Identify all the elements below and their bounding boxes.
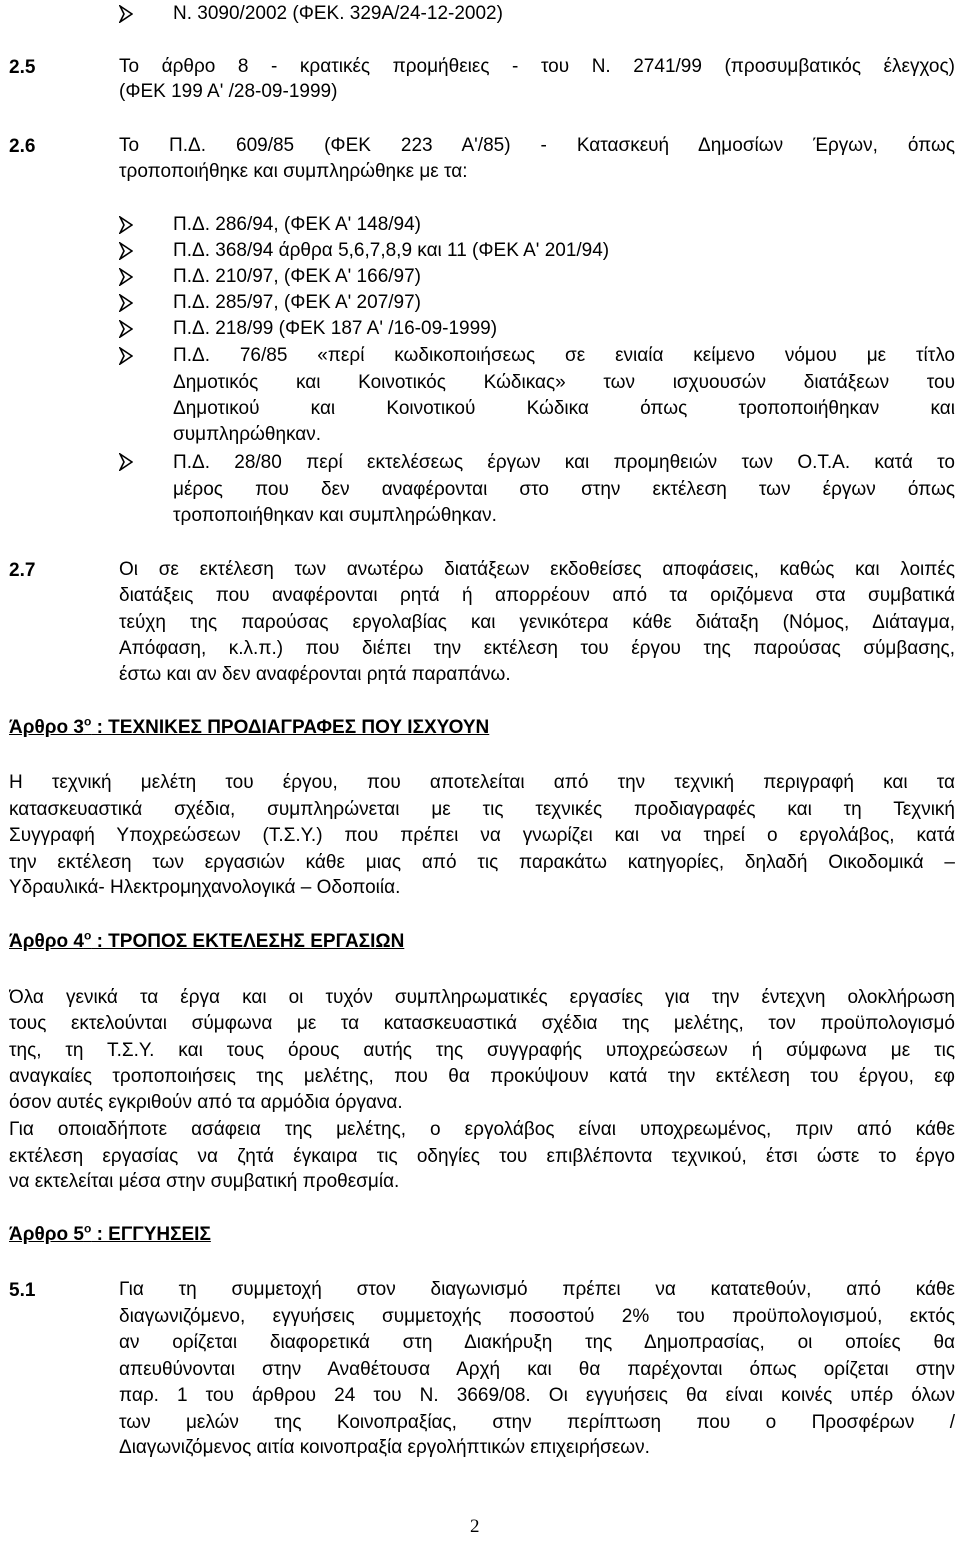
- list-item: Π.Δ. 368/94 άρθρα 5,6,7,8,9 και 11 (ΦΕΚ Α' 201/94): [173, 240, 610, 261]
- article-4-heading: [9, 930, 404, 954]
- paragraph-line: την εκτέλεση των εργασιών κάθε μιας από τις παρακάτω κατηγορίες, δηλαδή Οικοδομικά –: [9, 852, 955, 873]
- article-3-heading: [9, 716, 489, 740]
- section-text: Οι σε εκτέλεση των ανωτέρω διατάξεων εκδοθείσες αποφάσεις, καθώς και λοιπές: [119, 559, 955, 580]
- paragraph-line: αναγκαίες τροποποιήσεις της μελέτης, που θα προκύψουν κατά την εκτέλεση του έργου, εφ: [9, 1066, 955, 1087]
- list-item: Ν. 3090/2002 (ΦΕΚ. 329Α/24-12-2002): [173, 3, 503, 24]
- section-text: διατάξεις που αναφέρονται ρητά ή απορρέουν από τα οριζόμενα στα συμβατικά: [119, 585, 955, 606]
- article-sup: ο: [83, 1221, 92, 1236]
- section-text: απευθύνονται στην Αναθέτουσα Αρχή και θα παρέχονται όπως ορίζεται στην: [119, 1359, 955, 1380]
- section-number: 5.1: [9, 1280, 36, 1301]
- paragraph-line: εκτέλεση εργασίας να ζητά έγκαιρα τις οδηγίες του επιβλέποντα τεχνικού, έτσι ώστε το έργο: [9, 1146, 955, 1167]
- list-item: Π.Δ. 218/99 (ΦΕΚ 187 Α' /16-09-1999): [173, 318, 498, 339]
- list-item: Π.Δ. 286/94, (ΦΕΚ Α' 148/94): [173, 214, 422, 235]
- list-item: Π.Δ. 210/97, (ΦΕΚ Α' 166/97): [173, 266, 422, 287]
- list-item-line: Δημοτικού και Κοινοτικού Κώδικα όπως τροποποιήθηκαν και: [173, 398, 955, 419]
- list-item-line: τροποποιήθηκαν και συμπληρώθηκαν.: [173, 505, 497, 526]
- paragraph-line: Συγγραφή Υποχρεώσεων (Τ.Σ.Υ.) που πρέπει να γνωρίζει και να τηρεί ο εργολάβος, κατά: [9, 825, 955, 846]
- paragraph-line: όσον αυτές εγκριθούν από τα αρμόδια όργανα.: [9, 1092, 403, 1113]
- paragraph-line: Η τεχνική μελέτη του έργου, που αποτελείται από την τεχνική περιγραφή και τα: [9, 772, 955, 793]
- section-text: αν ορίζεται διαφορετικά στη Διακήρυξη της Δημοπρασίας, οι οποίες θα: [119, 1332, 955, 1353]
- section-text: Το άρθρο 8 - κρατικές προμήθειες - του Ν. 2741/99 (προσυμβατικός έλεγχος): [119, 56, 955, 77]
- arrow-bullet-icon: [119, 453, 133, 471]
- section-text: έστω και αν δεν αναφέρονται ρητά παραπάνω.: [119, 664, 511, 685]
- list-item-line: Π.Δ. 76/85 «περί κωδικοποιήσεως σε ενιαία κείμενο νόμου με τίτλο: [173, 345, 955, 366]
- article-prefix: Άρθρο 3: [9, 717, 84, 738]
- arrow-bullet-icon: [119, 294, 133, 312]
- list-item-line: μέρος που δεν αναφέρονται στο στην εκτέλεση των έργων όπως: [173, 479, 955, 500]
- article-sup: ο: [83, 928, 92, 943]
- article-title: : ΤΡΟΠΟΣ ΕΚΤΕΛΕΣΗΣ ΕΡΓΑΣΙΩΝ: [91, 931, 405, 952]
- paragraph-line: Όλα γενικά τα έργα και οι τυχόν συμπληρωματικές εργασίες για την έντεχνη ολοκλήρωση: [9, 987, 955, 1008]
- section-text: παρ. 1 του άρθρου 24 του Ν. 3669/08. Οι εγγυήσεις θα είναι κοινές υπέρ όλων: [119, 1385, 955, 1406]
- list-item-line: συμπληρώθηκαν.: [173, 424, 322, 445]
- article-prefix: Άρθρο 4: [9, 931, 84, 952]
- arrow-bullet-icon: [119, 320, 133, 338]
- paragraph-line: να εκτελείται μέσα στην συμβατική προθεσμία.: [9, 1171, 400, 1192]
- section-text: τεύχη της παρούσας εργολαβίας και γενικότερα κάθε διάταξη (Νόμος, Διάταγμα,: [119, 612, 955, 633]
- section-text: διαγωνιζόμενο, εγγυήσεις συμμετοχής ποσοστού 2% του προϋπολογισμού, εκτός: [119, 1306, 955, 1327]
- article-prefix: Άρθρο 5: [9, 1224, 84, 1245]
- section-text: Για τη συμμετοχή στον διαγωνισμό πρέπει να κατατεθούν, από κάθε: [119, 1279, 955, 1300]
- arrow-bullet-icon: [119, 347, 133, 365]
- section-number: 2.6: [9, 136, 36, 157]
- arrow-bullet-icon: [119, 242, 133, 260]
- section-text: τροποποιήθηκε και συμπληρώθηκε με τα:: [119, 161, 468, 182]
- page-number: 2: [470, 1516, 480, 1537]
- paragraph-line: κατασκευαστικά σχέδια, συμπληρώνεται με τις τεχνικές προδιαγραφές και τη Τεχνική: [9, 799, 955, 820]
- arrow-bullet-icon: [119, 268, 133, 286]
- list-item-line: Δημοτικός και Κοινοτικός Κώδικας» των ισχυουσών διατάξεων του: [173, 372, 955, 393]
- section-number: 2.7: [9, 560, 36, 581]
- article-title: : ΤΕΧΝΙΚΕΣ ΠΡΟΔΙΑΓΡΑΦΕΣ ΠΟΥ ΙΣΧΥΟΥΝ: [91, 717, 490, 738]
- section-text: των μελών της Κοινοπραξίας, στην περίπτωση που ο Προσφέρων /: [119, 1412, 955, 1433]
- section-text: Διαγωνιζόμενος αιτία κοινοπραξία εργολήπτικών επιχειρήσεων.: [119, 1437, 650, 1458]
- paragraph-line: Υδραυλικά- Ηλεκτρομηχανολογικά – Οδοποιία.: [9, 877, 401, 898]
- paragraph-line: της, τη Τ.Σ.Υ. και τους όρους αυτής της συγγραφής υποχρεώσεων ή σύμφωνα με τις: [9, 1040, 955, 1061]
- section-text: (ΦΕΚ 199 Α' /28-09-1999): [119, 81, 338, 102]
- article-5-heading: [9, 1223, 211, 1247]
- section-text: Απόφαση, κ.λ.π.) που διέπει την εκτέλεση του έργου της παρούσας σύμβασης,: [119, 638, 955, 659]
- list-item: Π.Δ. 285/97, (ΦΕΚ Α' 207/97): [173, 292, 422, 313]
- article-title: : ΕΓΓΥΗΣΕΙΣ: [91, 1224, 211, 1245]
- section-text: Το Π.Δ. 609/85 (ΦΕΚ 223 Α'/85) - Κατασκευή Δημοσίων Έργων, όπως: [119, 135, 955, 156]
- list-item-line: Π.Δ. 28/80 περί εκτελέσεως έργων και προμηθειών των Ο.Τ.Α. κατά το: [173, 452, 955, 473]
- section-number: 2.5: [9, 57, 36, 78]
- paragraph-line: τους εκτελούνται σύμφωνα με τα κατασκευαστικά σχέδια της μελέτης, τον προϋπολογισμό: [9, 1013, 955, 1034]
- article-sup: ο: [83, 714, 92, 729]
- arrow-bullet-icon: [119, 5, 133, 23]
- paragraph-line: Για οποιαδήποτε ασάφεια της μελέτης, ο εργολάβος είναι υποχρεωμένος, πριν από κάθε: [9, 1119, 955, 1140]
- arrow-bullet-icon: [119, 216, 133, 234]
